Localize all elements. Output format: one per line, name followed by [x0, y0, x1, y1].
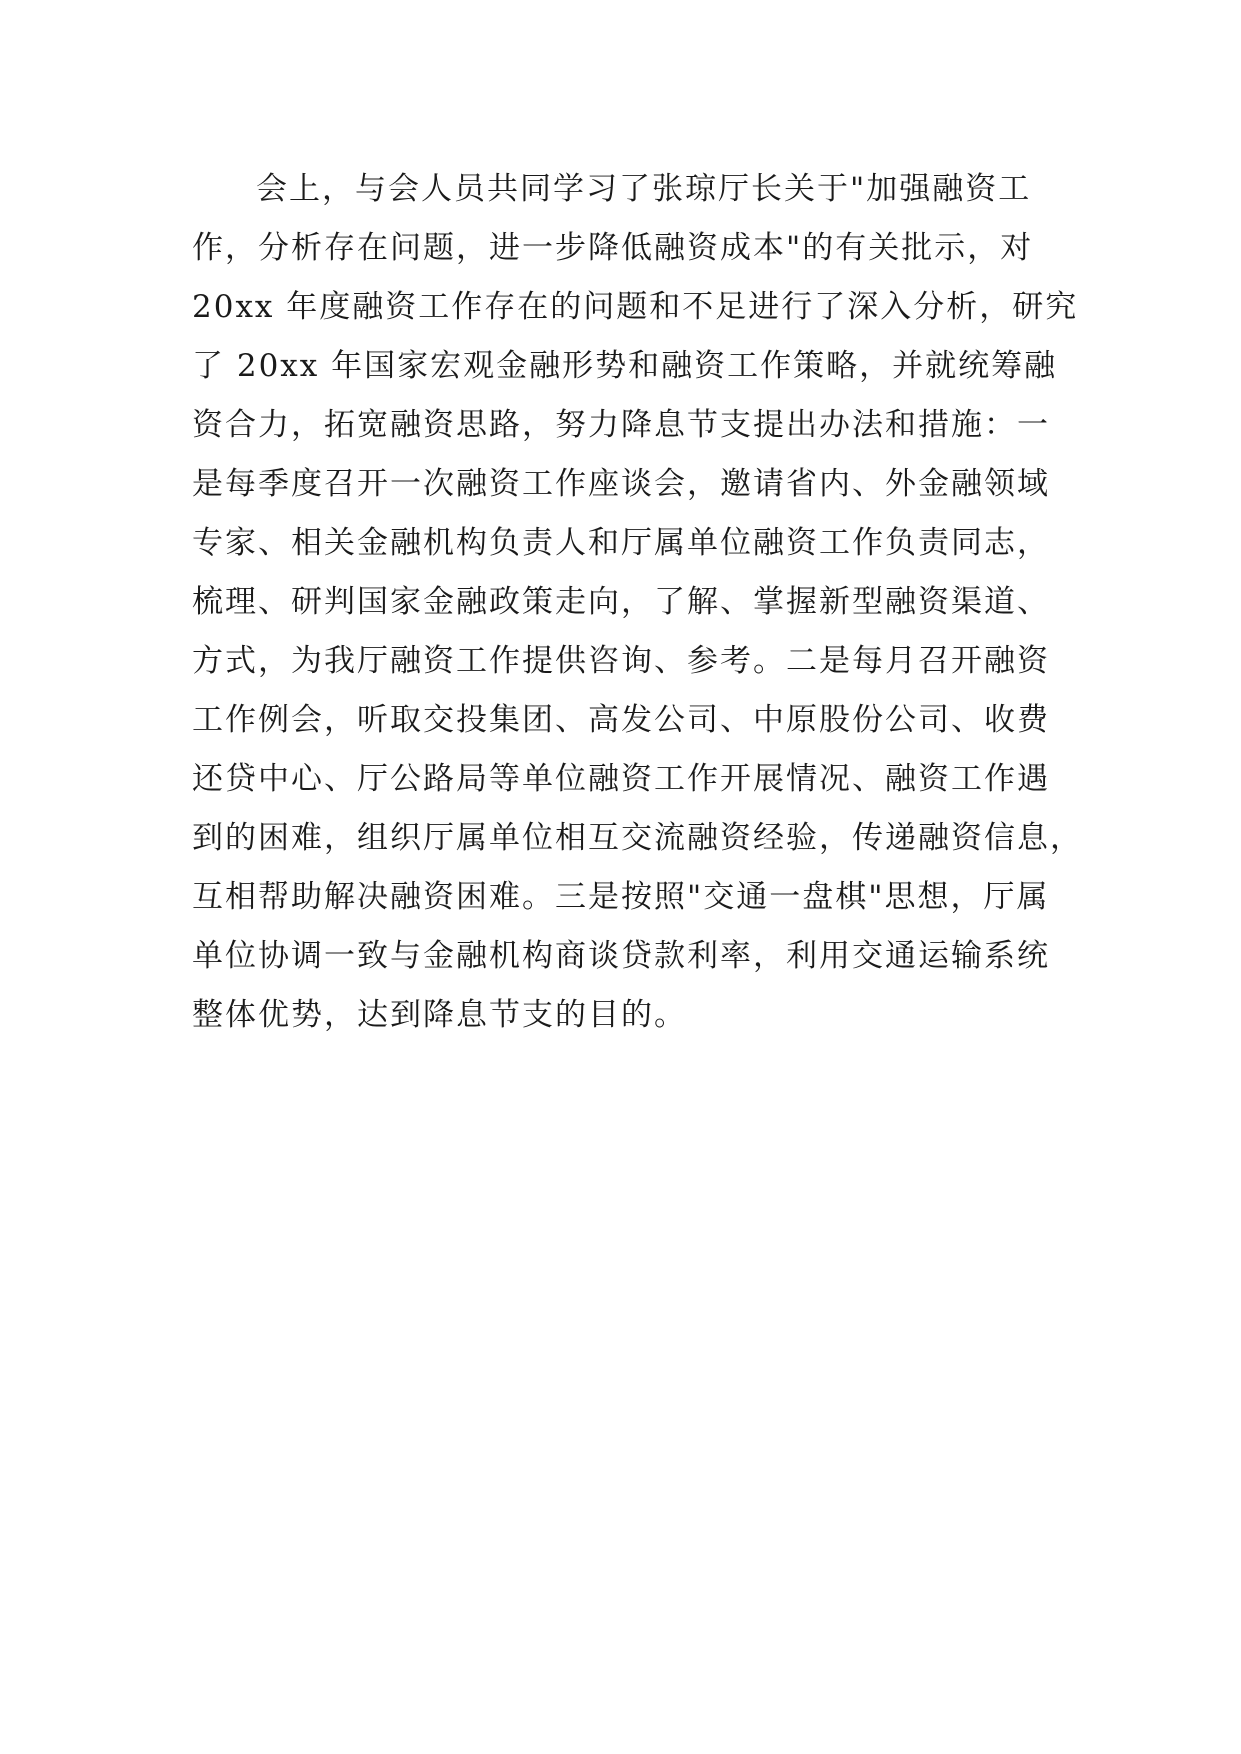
paragraph-line: 还贷中心、厅公路局等单位融资工作开展情况、融资工作遇 — [192, 761, 1050, 797]
paragraph-line: 单位协调一致与金融机构商谈贷款利率，利用交通运输系统 — [192, 938, 1050, 974]
paragraph-line: 互相帮助解决融资困难。三是按照"交通一盘棋"思想，厅属 — [192, 879, 1050, 915]
paragraph-line: 会上，与会人员共同学习了张琼厅长关于"加强融资工 — [256, 171, 1032, 207]
paragraph-line: 是每季度召开一次融资工作座谈会，邀请省内、外金融领域 — [192, 466, 1050, 502]
paragraph-line: 作，分析存在问题，进一步降低融资成本"的有关批示，对 — [192, 230, 1034, 266]
paragraph-line: 20xx 年度融资工作存在的问题和不足进行了深入分析，研究 — [192, 289, 1079, 325]
paragraph-line: 到的困难，组织厅属单位相互交流融资经验，传递融资信息， — [192, 820, 1083, 856]
body-paragraph — [192, 160, 1083, 1045]
paragraph-line: 资合力，拓宽融资思路，努力降息节支提出办法和措施：一 — [192, 407, 1050, 443]
paragraph-line: 梳理、研判国家金融政策走向，了解、掌握新型融资渠道、 — [192, 584, 1050, 620]
paragraph-line: 了 20xx 年国家宏观金融形势和融资工作策略，并就统筹融 — [192, 348, 1058, 384]
paragraph-line: 方式，为我厅融资工作提供咨询、参考。二是每月召开融资 — [192, 643, 1050, 679]
paragraph-line: 工作例会，听取交投集团、高发公司、中原股份公司、收费 — [192, 702, 1050, 738]
paragraph-line: 整体优势，达到降息节支的目的。 — [192, 997, 687, 1033]
paragraph-line: 专家、相关金融机构负责人和厅属单位融资工作负责同志， — [192, 525, 1050, 561]
